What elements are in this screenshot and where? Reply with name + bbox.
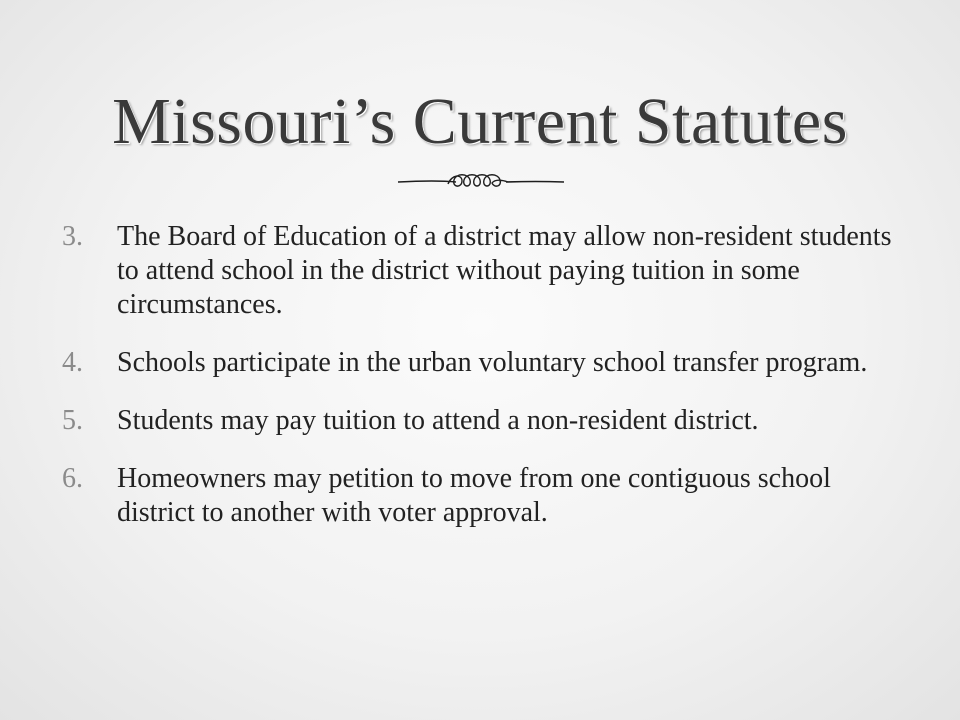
list-number: 3. <box>62 221 83 252</box>
list-number: 4. <box>62 347 83 378</box>
scroll-ornament-icon <box>396 168 566 196</box>
list-text: The Board of Education of a district may allow non-resident students to attend school in the district without paying tuition in some circumstances. <box>117 221 892 320</box>
list-item <box>62 462 912 530</box>
statute-list <box>62 220 912 554</box>
list-item <box>62 220 912 322</box>
list-item <box>62 346 912 380</box>
list-text: Students may pay tuition to attend a non-resident district. <box>117 405 759 436</box>
list-item <box>62 404 912 438</box>
list-text: Homeowners may petition to move from one contiguous school district to another with voter approval. <box>117 463 831 528</box>
list-number: 6. <box>62 463 83 494</box>
list-text: Schools participate in the urban voluntary school transfer program. <box>117 347 868 378</box>
list-number: 5. <box>62 405 83 436</box>
slide-title: Missouri’s Current Statutes <box>112 85 848 159</box>
